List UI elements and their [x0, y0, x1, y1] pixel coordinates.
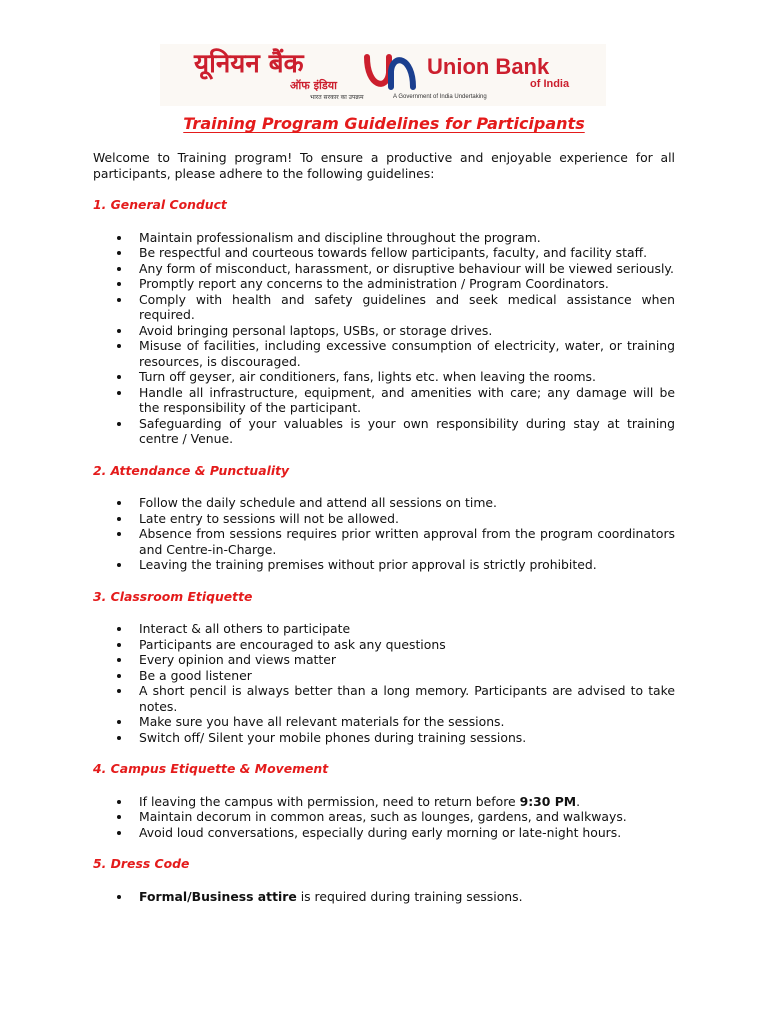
section-heading: 1. General Conduct	[93, 197, 227, 212]
list-item: Safeguarding of your valuables is your own responsibility during stay at training centre / Venue.	[93, 416, 675, 447]
intro-paragraph: Welcome to Training program! To ensure a productive and enjoyable experience for all participants, please adhere to the following guidelines:	[93, 150, 675, 181]
list-item: Any form of misconduct, harassment, or disruptive behaviour will be viewed seriously.	[93, 261, 675, 277]
list-item: Leaving the training premises without prior approval is strictly prohibited.	[93, 557, 675, 573]
logo-bank-name: Union Bank	[427, 54, 550, 79]
list-item: Maintain decorum in common areas, such as lounges, gardens, and walkways.	[93, 809, 675, 825]
list-item: Handle all infrastructure, equipment, and amenities with care; any damage will be the responsibility of the participant.	[93, 385, 675, 416]
document-body	[93, 150, 675, 920]
logo-hindi-subtext: ऑफ इंडिया	[290, 79, 337, 92]
document-title	[0, 113, 768, 135]
list-item: Switch off/ Silent your mobile phones during training sessions.	[93, 730, 675, 746]
list-item-emphasis: Formal/Business attire	[139, 888, 297, 904]
list-item-emphasis: 9:30 PM	[519, 793, 577, 809]
logo-hindi-text: यूनियन बैंक	[194, 49, 304, 79]
list-item: Turn off geyser, air conditioners, fans, lights etc. when leaving the rooms.	[93, 369, 675, 385]
list-item: Be respectful and courteous towards fellow participants, faculty, and facility staff.	[93, 245, 675, 261]
list-item: A short pencil is always better than a long memory. Participants are advised to take notes.	[93, 683, 675, 714]
guideline-list	[93, 495, 675, 573]
list-item: Avoid bringing personal laptops, USBs, or storage drives.	[93, 323, 675, 339]
guideline-list	[93, 230, 675, 447]
guideline-sections	[93, 197, 675, 904]
section-heading: 2. Attendance & Punctuality	[93, 462, 290, 478]
list-item: Interact & all others to participate	[93, 621, 675, 637]
list-item: Make sure you have all relevant materials for the sessions.	[93, 714, 675, 730]
list-item: Avoid loud conversations, especially during early morning or late-night hours.	[93, 825, 675, 841]
guideline-list	[93, 621, 675, 745]
logo-tagline-hindi: भारत सरकार का उपक्रम	[310, 94, 364, 101]
list-item: Late entry to sessions will not be allowed.	[93, 511, 675, 527]
section-heading: 5. Dress Code	[93, 856, 190, 871]
guideline-list	[93, 794, 675, 841]
list-item: Be a good listener	[93, 668, 675, 684]
list-item-text: .	[576, 793, 581, 809]
list-item	[93, 794, 675, 810]
logo-of-india: of India	[530, 78, 570, 90]
list-item-text: is required during training sessions.	[296, 888, 523, 904]
section-heading: 4. Campus Etiquette & Movement	[93, 761, 329, 776]
section-heading: 3. Classroom Etiquette	[93, 588, 253, 604]
list-item: Promptly report any concerns to the administration / Program Coordinators.	[93, 276, 675, 292]
list-item: Follow the daily schedule and attend all sessions on time.	[93, 495, 675, 511]
list-item: Every opinion and views matter	[93, 652, 675, 668]
document-title-text: Training Program Guidelines for Participants	[183, 114, 585, 133]
list-item	[93, 889, 675, 905]
list-item: Absence from sessions requires prior written approval from the program coordinators and Centre-in-Charge.	[93, 526, 675, 557]
list-item: Maintain professionalism and discipline throughout the program.	[93, 230, 675, 246]
guideline-list	[93, 889, 675, 905]
list-item-text: If leaving the campus with permission, need to return before	[139, 793, 520, 809]
list-item: Comply with health and safety guidelines and seek medical assistance when required.	[93, 292, 675, 323]
list-item: Participants are encouraged to ask any questions	[93, 637, 675, 653]
union-bank-logo-icon	[359, 51, 421, 93]
logo-tagline-english: A Government of India Undertaking	[393, 94, 487, 100]
list-item: Misuse of facilities, including excessive consumption of electricity, water, or training resources, is discouraged.	[93, 338, 675, 369]
